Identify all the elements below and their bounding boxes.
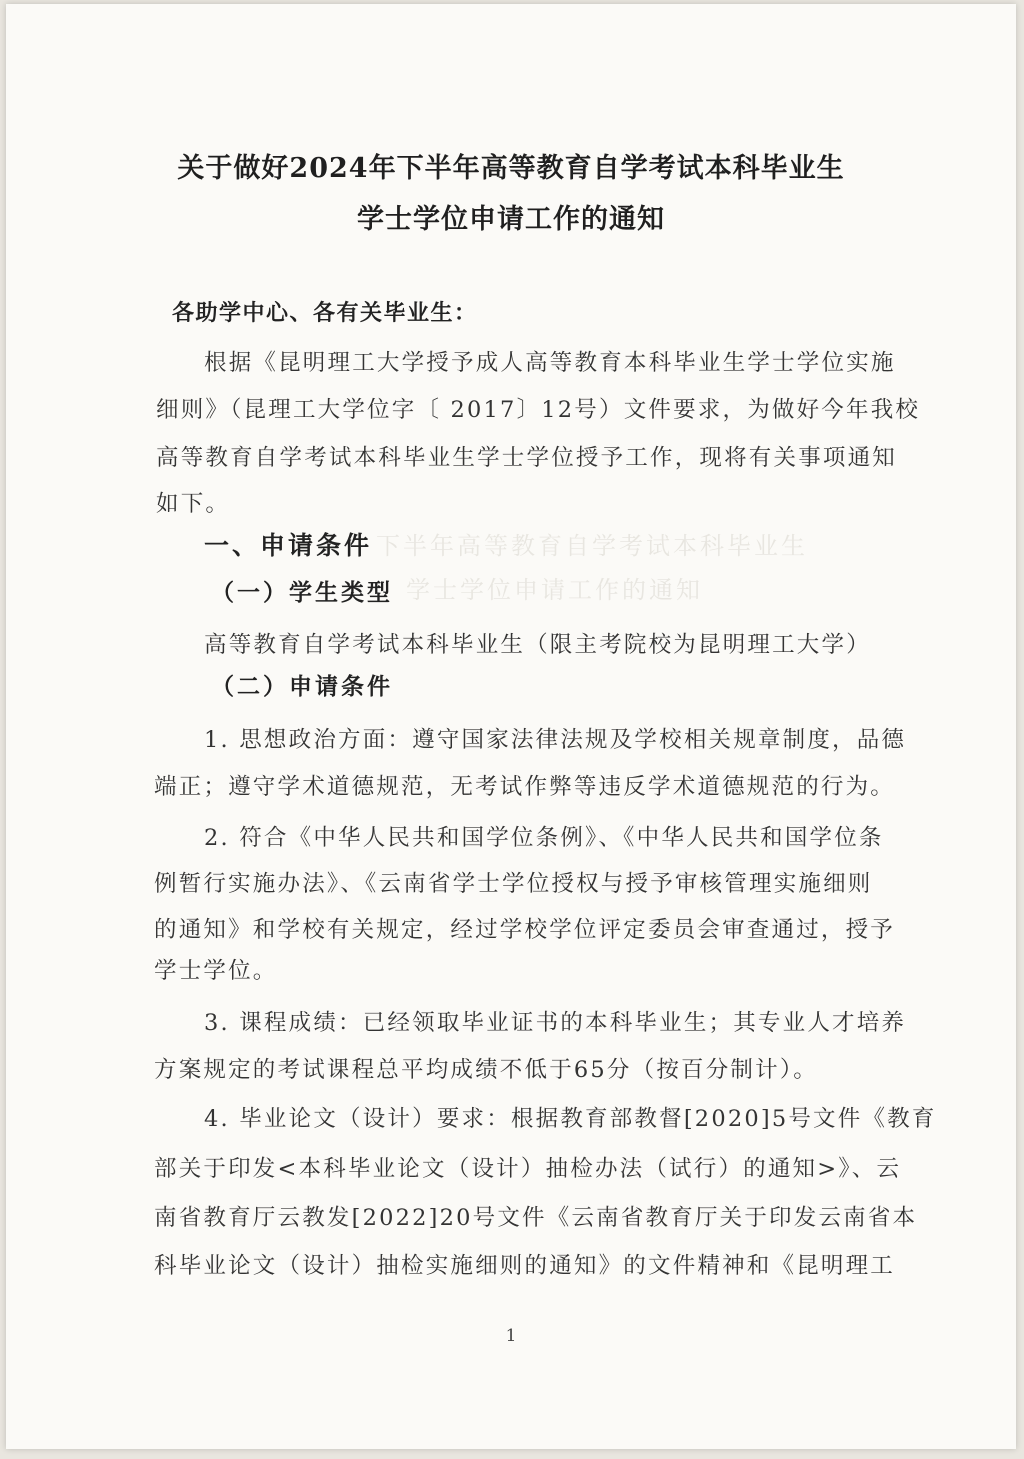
item-line: 南省教育厅云教发[2022]20号文件《云南省教育厅关于印发云南省本 [154, 1205, 918, 1231]
item-line: 2. 符合《中华人民共和国学位条例》、《中华人民共和国学位条 [204, 825, 884, 851]
student-type-text: 高等教育自学考试本科毕业生（限主考院校为昆明理工大学） [204, 632, 871, 658]
item-line: 4. 毕业论文（设计）要求：根据教育部教督[2020]5号文件《教育 [204, 1106, 937, 1132]
document-page [6, 4, 1016, 1449]
intro-line: 高等教育自学考试本科毕业生学士学位授予工作，现将有关事项通知 [156, 445, 898, 471]
item-line: 例暂行实施办法》、《云南省学士学位授权与授予审核管理实施细则 [154, 871, 873, 897]
item-line: 端正；遵守学术道德规范，无考试作弊等违反学术道德规范的行为。 [154, 774, 896, 800]
item-line: 3. 课程成绩：已经领取毕业证书的本科毕业生；其专业人才培养 [204, 1010, 907, 1036]
intro-line: 根据《昆明理工大学授予成人高等教育本科毕业生学士学位实施 [204, 350, 896, 376]
document-title-line2: 学士学位申请工作的通知 [357, 204, 665, 235]
document-title-line1: 关于做好2024年下半年高等教育自学考试本科毕业生 [177, 153, 845, 184]
salutation: 各助学中心、各有关毕业生： [172, 300, 478, 326]
item-line: 学士学位。 [154, 958, 278, 984]
item-line: 1. 思想政治方面：遵守国家法律法规及学校相关规章制度，品德 [204, 727, 907, 753]
item-line: 的通知》和学校有关规定，经过学校学位评定委员会审查通过，授予 [154, 917, 896, 943]
item-line: 科毕业论文（设计）抽检实施细则的通知》的文件精神和《昆明理工 [154, 1253, 896, 1279]
item-line: 部关于印发<本科毕业论文（设计）抽检办法（试行）的通知>》、云 [154, 1156, 902, 1182]
intro-line: 如下。 [156, 491, 231, 517]
intro-line: 细则》（昆理工大学位字〔 2017〕12号）文件要求，为做好今年我校 [156, 397, 921, 423]
section-heading: 一、申请条件 [204, 531, 373, 560]
subsection-heading: （二）申请条件 [211, 673, 393, 700]
item-line: 方案规定的考试课程总平均成绩不低于65分（按百分制计）。 [154, 1057, 818, 1083]
page-number: 1 [505, 1326, 517, 1346]
bleed-through-text: 下半年高等教育自学考试本科毕业生 [376, 532, 808, 560]
bleed-through-text: 学士学位申请工作的通知 [406, 576, 703, 604]
subsection-heading: （一）学生类型 [211, 579, 393, 606]
